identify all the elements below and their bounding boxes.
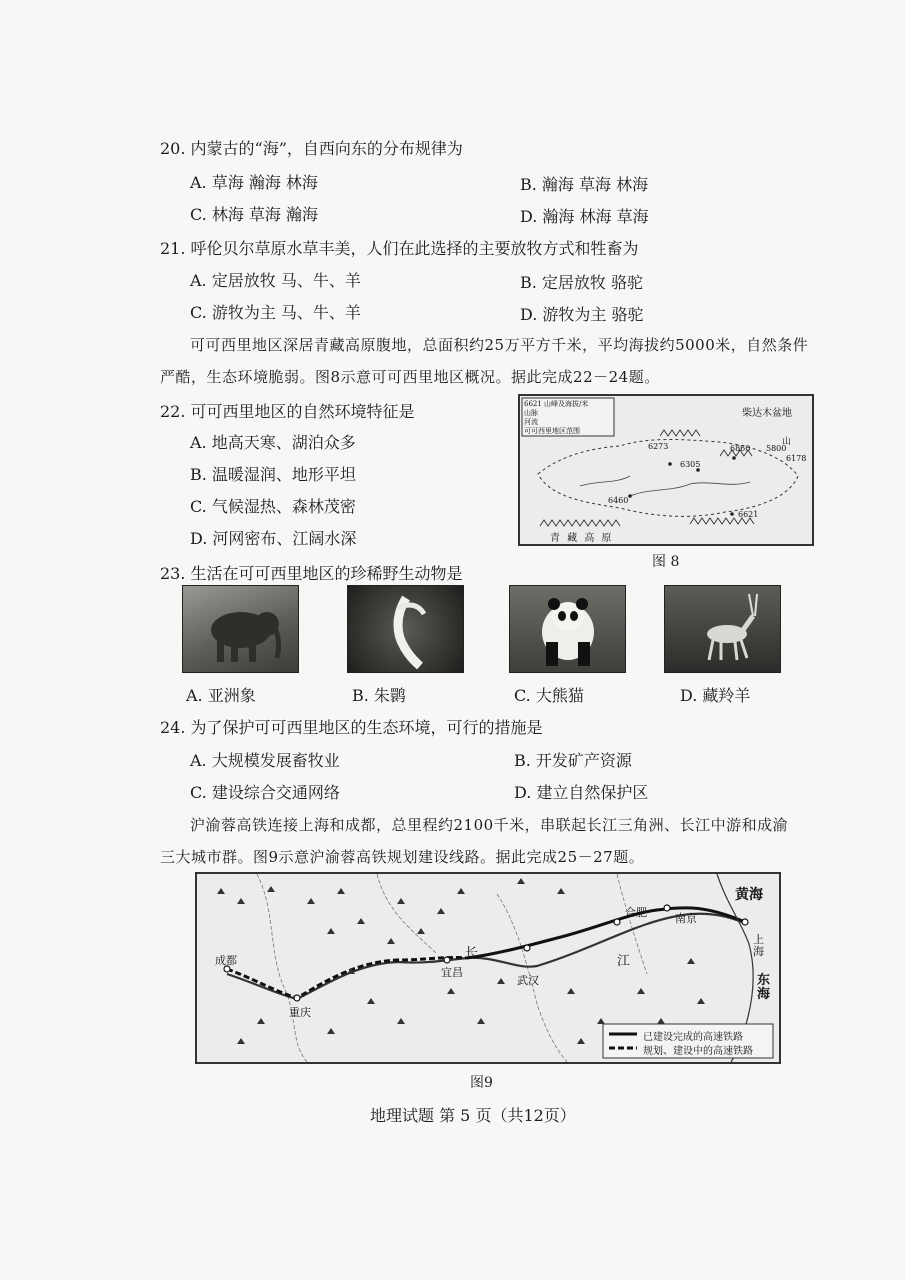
photo-tibetan-antelope: [664, 585, 781, 673]
label-qaidam-basin: 柴达木盆地: [742, 408, 792, 419]
q24-option-c: C. 建设综合交通网络: [190, 783, 340, 802]
q20-stem: 20. 内蒙古的“海”，自西向东的分布规律为: [160, 139, 463, 158]
label-shanghai: 上海: [753, 933, 764, 959]
q22-option-d: D. 河网密布、江阔水深: [190, 529, 357, 548]
q23-option-c: C. 大熊猫: [514, 686, 584, 705]
city-marker-hefei: [614, 919, 620, 925]
intro2-line2: 三大城市群。图9示意沪渝蓉高铁规划建设线路。据此完成25－27题。: [160, 848, 645, 866]
province-boundary: [377, 874, 437, 954]
label-nanjing: 南京: [675, 912, 697, 925]
q23-option-d: D. 藏羚羊: [680, 686, 751, 705]
intro1-line2: 严酷，生态环境脆弱。图8示意可可西里地区概况。据此完成22－24题。: [160, 368, 660, 386]
q20-option-a: A. 草海 瀚海 林海: [190, 173, 318, 192]
peak-6178: 6178: [786, 454, 807, 463]
label-qingzang-plateau: 青 藏 高 原: [550, 533, 614, 544]
mountain-range: [660, 430, 700, 436]
peak-marker: [732, 456, 736, 460]
label-shan: 山: [782, 437, 792, 447]
figure-8-caption: 图 8: [652, 554, 680, 570]
q24-option-a: A. 大规模发展畜牧业: [190, 751, 340, 770]
legend-peak: 6621 山峰及海拔/米: [524, 400, 589, 408]
peak-marker: [668, 462, 672, 466]
city-marker-shanghai: [742, 919, 748, 925]
q23-option-b: B. 朱鹮: [352, 686, 406, 705]
q24-stem: 24. 为了保护可可西里地区的生态环境，可行的措施是: [160, 718, 543, 737]
figure-9-map: [195, 872, 781, 1064]
page-footer: 地理试题 第 5 页（共12页）: [370, 1106, 576, 1125]
legend-region: 可可西里地区范围: [524, 427, 580, 435]
peak-6305: 6305: [680, 460, 701, 469]
q20-option-b: B. 瀚海 草海 林海: [520, 175, 649, 194]
label-river-jiang: 江: [617, 954, 631, 969]
legend-planned-hsr: 规划、建设中的高速铁路: [643, 1046, 753, 1057]
legend-mountain: 山脉: [524, 409, 538, 417]
legend-completed-hsr: 已建设完成的高速铁路: [643, 1032, 743, 1043]
photo-crested-ibis: [347, 585, 464, 673]
q24-option-d: D. 建立自然保护区: [514, 783, 649, 802]
q21-stem: 21. 呼伦贝尔草原水草丰美，人们在此选择的主要放牧方式和牲畜为: [160, 239, 639, 258]
figure-9-caption: 图9: [470, 1075, 493, 1091]
label-river-chang: 长: [465, 946, 479, 961]
city-marker-chongqing: [294, 995, 300, 1001]
peak-6460: 6460: [608, 496, 629, 505]
antelope-silhouette: [665, 586, 780, 672]
hsr-planned: [227, 957, 467, 998]
figure-8-map: [518, 394, 814, 546]
q23-option-a: A. 亚洲象: [186, 686, 256, 705]
q21-option-d: D. 游牧为主 骆驼: [520, 305, 644, 324]
q20-option-d: D. 瀚海 林海 草海: [520, 207, 649, 226]
elephant-silhouette: [183, 586, 298, 672]
q21-option-c: C. 游牧为主 马、牛、羊: [190, 303, 361, 322]
mountain-range: [540, 520, 620, 526]
q21-option-a: A. 定居放牧 马、牛、羊: [190, 271, 361, 290]
label-hefei: 合肥: [625, 906, 647, 919]
river-line: [580, 476, 630, 486]
city-marker-nanjing: [664, 905, 670, 911]
peak-marker: [628, 494, 632, 498]
label-wuhan: 武汉: [517, 974, 539, 987]
label-yichang: 宜昌: [441, 966, 463, 979]
label-chongqing: 重庆: [289, 1006, 311, 1019]
q22-option-b: B. 温暖湿润、地形平坦: [190, 465, 356, 484]
label-east-sea: 东海: [757, 973, 771, 1003]
q20-option-c: C. 林海 草海 瀚海: [190, 205, 319, 224]
peak-5800: 5800: [766, 444, 787, 453]
legend-river: 河流: [524, 418, 538, 426]
q22-option-c: C. 气候湿热、森林茂密: [190, 497, 356, 516]
intro1-line1: 可可西里地区深居青藏高原腹地，总面积约25万平方千米，平均海拔约5000米，自然条件: [190, 336, 809, 354]
label-yellow-sea: 黄海: [735, 887, 763, 903]
label-chengdu: 成都: [215, 954, 237, 967]
peak-6273: 6273: [648, 442, 669, 451]
ibis-silhouette: [348, 586, 463, 672]
city-marker-yichang: [444, 957, 450, 963]
river-line: [630, 482, 750, 496]
intro2-line1: 沪渝蓉高铁连接上海和成都，总里程约2100千米，串联起长江三角洲、长江中游和成渝: [190, 816, 789, 834]
photo-giant-panda: [509, 585, 626, 673]
q22-stem: 22. 可可西里地区的自然环境特征是: [160, 402, 415, 421]
peak-marker: [730, 512, 734, 516]
panda-silhouette: [510, 586, 625, 672]
q21-option-b: B. 定居放牧 骆驼: [520, 273, 644, 292]
photo-asian-elephant: [182, 585, 299, 673]
peak-6621: 6621: [738, 510, 759, 519]
q24-option-b: B. 开发矿产资源: [514, 751, 632, 770]
region-boundary: [538, 440, 798, 517]
peak-6860: 6860: [730, 444, 751, 453]
q22-option-a: A. 地高天寒、湖泊众多: [190, 433, 356, 452]
city-marker-wuhan: [524, 945, 530, 951]
province-boundary: [257, 874, 307, 1062]
q23-stem: 23. 生活在可可西里地区的珍稀野生动物是: [160, 564, 463, 583]
